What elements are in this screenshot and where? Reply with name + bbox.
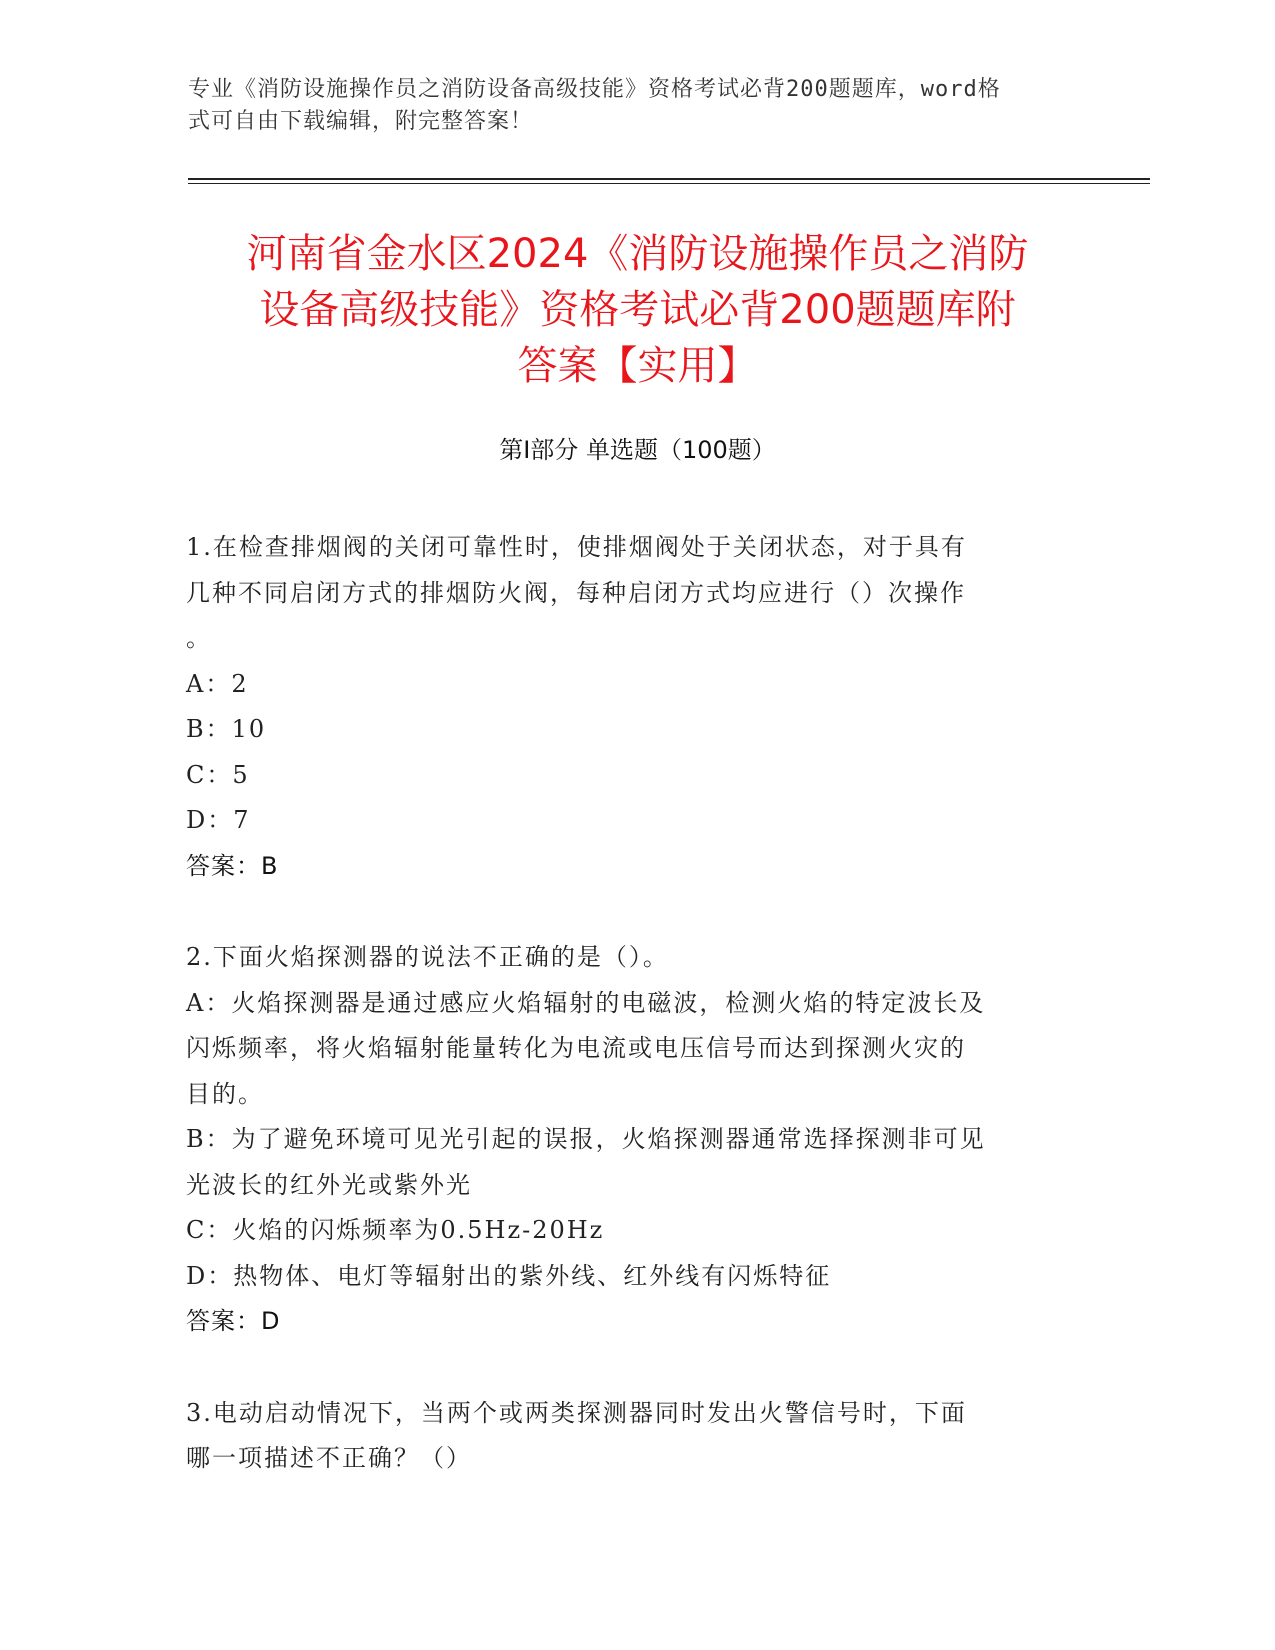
- question-stem: 1.在检查排烟阀的关闭可靠性时，使排烟阀处于关闭状态，对于具有: [186, 533, 967, 561]
- option-c: C：5: [186, 760, 250, 789]
- option-a: 闪烁频率，将火焰辐射能量转化为电流或电压信号而达到探测火灾的: [186, 1034, 966, 1062]
- question-list: [186, 525, 1086, 1482]
- question-1: [186, 525, 1086, 889]
- document-title: [150, 226, 1125, 394]
- option-a: A：2: [186, 669, 249, 698]
- option-a: A：火焰探测器是通过感应火焰辐射的电磁波，检测火焰的特定波长及: [186, 988, 986, 1017]
- answer: 答案：D: [186, 1307, 281, 1335]
- header-note: [188, 74, 1068, 138]
- option-d: D：7: [186, 806, 251, 834]
- question-3: [186, 1391, 1086, 1482]
- title-line: 河南省金水区2024《消防设施操作员之消防: [246, 231, 1029, 277]
- question-stem: 几种不同启闭方式的排烟防火阀，每种启闭方式均应进行（）次操作: [186, 578, 966, 607]
- title-line: 答案【实用】: [517, 343, 758, 389]
- header-divider: [188, 178, 1150, 180]
- option-c: C：火焰的闪烁频率为0.5Hz-20Hz: [186, 1216, 605, 1244]
- title-line: 设备高级技能》资格考试必背200题题库附: [259, 287, 1016, 333]
- header-divider-thin: [188, 183, 1150, 184]
- question-stem: 3.电动启动情况下，当两个或两类探测器同时发出火警信号时，下面: [186, 1398, 967, 1427]
- question-stem: 哪一项描述不正确？（）: [186, 1444, 472, 1472]
- option-b: B：10: [186, 715, 267, 743]
- header-note-line: 式可自由下载编辑，附完整答案！: [188, 109, 534, 134]
- spacer: [186, 1345, 1086, 1391]
- option-b: B：为了避免环境可见光引起的误报，火焰探测器通常选择探测非可见: [186, 1125, 986, 1153]
- option-d: D：热物体、电灯等辐射出的紫外线、红外线有闪烁特征: [186, 1261, 832, 1290]
- section-title: 第I部分 单选题（100题）: [499, 436, 776, 464]
- question-stem: 2.下面火焰探测器的说法不正确的是（）。: [186, 943, 669, 971]
- header-note-line: 专业《消防设施操作员之消防设备高级技能》资格考试必背200题题库，word格: [188, 77, 1001, 102]
- question-stem: 。: [186, 624, 212, 652]
- option-b: 光波长的红外光或紫外光: [186, 1170, 472, 1199]
- option-a: 目的。: [186, 1079, 264, 1108]
- spacer: [186, 889, 1086, 935]
- question-2: [186, 935, 1086, 1345]
- answer: 答案：B: [186, 851, 279, 880]
